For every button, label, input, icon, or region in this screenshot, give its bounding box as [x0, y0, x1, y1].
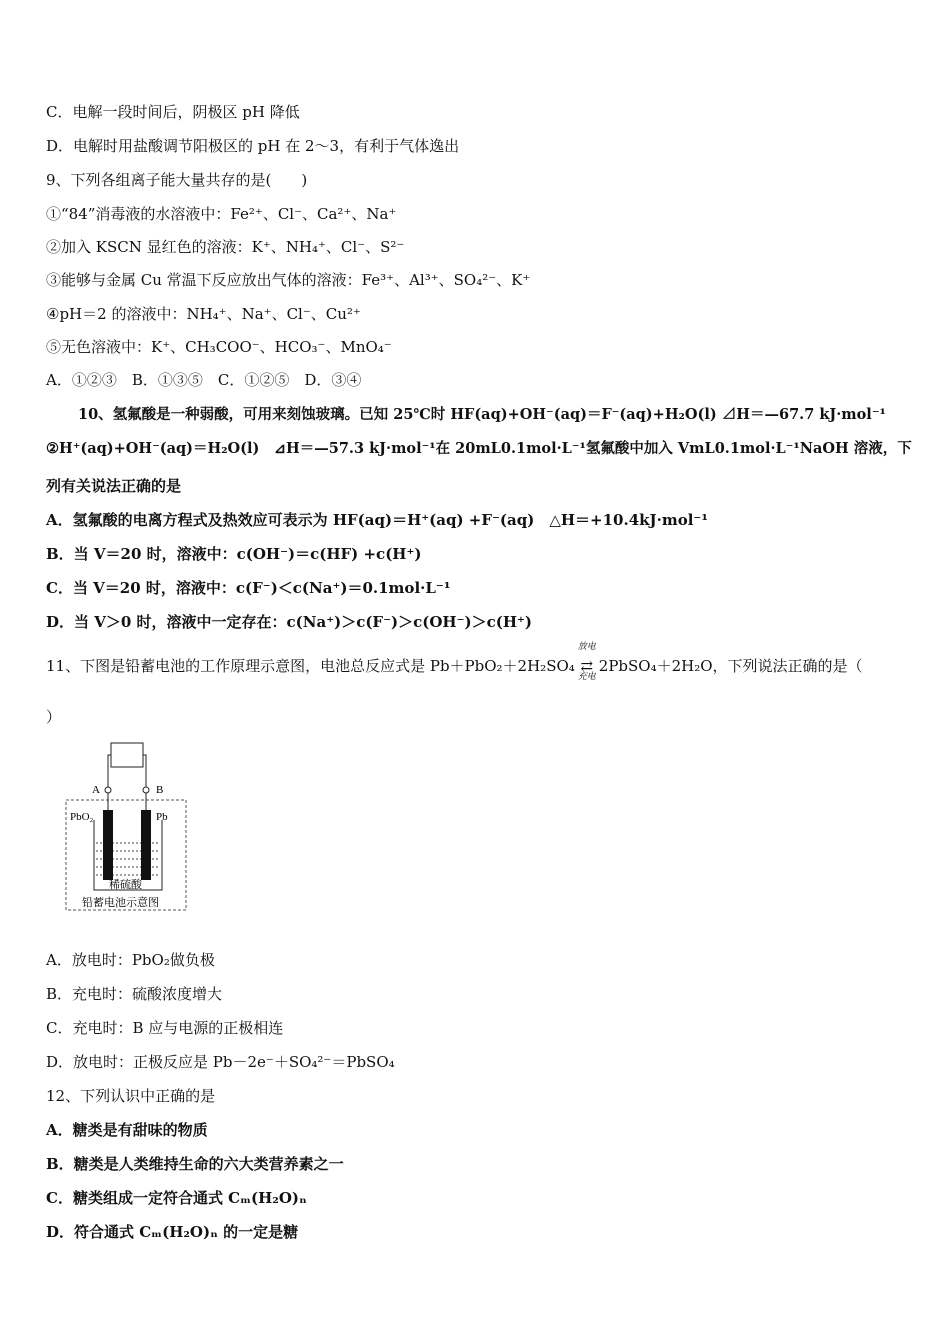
question-11 [46, 642, 863, 682]
q12-option-b: B．糖类是人类维持生命的六大类营养素之一 [46, 1155, 344, 1173]
q11-option-b: B．充电时：硫酸浓度增大 [46, 985, 223, 1003]
q9-options: A．①②③ B．①③⑤ C．①②⑤ D．③④ [46, 371, 362, 389]
electrode-pbo2 [103, 810, 113, 880]
label-a: A [92, 784, 100, 796]
q11-option-a: A．放电时：PbO₂做负极 [46, 951, 215, 969]
question-10-line-3: 列有关说法正确的是 [46, 477, 182, 495]
charge-label: 充电 [577, 672, 596, 682]
diagram-caption: 铅蓄电池示意图 [82, 896, 159, 909]
question-9: 9、下列各组离子能大量共存的是( ) [46, 171, 308, 189]
terminal-b [143, 787, 149, 793]
option-d-electrolysis: D．电解时用盐酸调节阳极区的 pH 在 2～3，有利于气体逸出 [46, 137, 460, 155]
q9-item-2: ②加入 KSCN 显红色的溶液：K⁺、NH₄⁺、Cl⁻、S²⁻ [46, 238, 405, 256]
label-b: B [156, 784, 164, 796]
q9-item-5: ⑤无色溶液中：K⁺、CH₃COO⁻、HCO₃⁻、MnO₄⁻ [46, 338, 392, 356]
lead-acid-battery-diagram [46, 738, 196, 918]
label-pbo2: PbO₂ [70, 811, 94, 823]
question-10-line-1: 10、氢氟酸是一种弱酸，可用来刻蚀玻璃。已知 25℃时 HF(aq)+OH⁻(aq)＝F⁻(aq)+H₂O(l) ⊿H＝—67.7 kJ·mol⁻¹ [78, 406, 886, 423]
q12-option-c: C．糖类组成一定符合通式 Cₘ(H₂O)ₙ [46, 1189, 307, 1207]
question-12: 12、下列认识中正确的是 [46, 1087, 216, 1105]
reversible-arrow [575, 642, 599, 682]
q10-option-b: B．当 V＝20 时，溶液中：c(OH⁻)＝c(HF) +c(H⁺) [46, 545, 422, 563]
q9-item-1: ①“84”消毒液的水溶液中：Fe²⁺、Cl⁻、Ca²⁺、Na⁺ [46, 205, 397, 223]
q9-item-4: ④pH＝2 的溶液中：NH₄⁺、Na⁺、Cl⁻、Cu²⁺ [46, 305, 361, 323]
question-10-line-2: ②H⁺(aq)+OH⁻(aq)＝H₂O(l) ⊿H＝—57.3 kJ·mol⁻¹在 20mL0.1mol·L⁻¹氢氟酸中加入 VmL0.1mol·L⁻¹NaOH 溶液，下 [46, 440, 912, 457]
q11-close-paren: ） [46, 708, 62, 726]
terminal-a [105, 787, 111, 793]
option-c-electrolysis: C．电解一段时间后，阴极区 pH 降低 [46, 103, 300, 121]
label-acid: 稀硫酸 [109, 878, 142, 891]
discharge-label: 放电 [577, 642, 596, 652]
q11-option-d: D．放电时：正极反应是 Pb－2e⁻＋SO₄²⁻＝PbSO₄ [46, 1053, 395, 1071]
q10-option-d: D．当 V＞0 时，溶液中一定存在：c(Na⁺)＞c(F⁻)＞c(OH⁻)＞c(H⁺) [46, 613, 533, 631]
q11-text-pre: 11、下图是铅蓄电池的工作原理示意图，电池总反应式是 Pb＋PbO₂＋2H₂SO₄ [46, 657, 575, 675]
q12-option-a: A．糖类是有甜味的物质 [46, 1121, 208, 1139]
q12-option-d: D．符合通式 Cₘ(H₂O)ₙ 的一定是糖 [46, 1223, 299, 1241]
label-pb: Pb [156, 811, 168, 823]
q10-option-a: A．氢氟酸的电离方程式及热效应可表示为 HF(aq)＝H⁺(aq) +F⁻(aq) △H＝+10.4kJ·mol⁻¹ [46, 511, 708, 529]
external-device [111, 743, 143, 767]
q11-option-c: C．充电时：B 应与电源的正极相连 [46, 1019, 284, 1037]
arrow-glyph: ⇄ [580, 657, 594, 675]
electrode-pb [141, 810, 151, 880]
q10-option-c: C．当 V＝20 时，溶液中：c(F⁻)＜c(Na⁺)＝0.1mol·L⁻¹ [46, 579, 451, 597]
q11-text-post: 2PbSO₄＋2H₂O，下列说法正确的是（ [598, 657, 863, 675]
q9-item-3: ③能够与金属 Cu 常温下反应放出气体的溶液：Fe³⁺、Al³⁺、SO₄²⁻、K⁺ [46, 271, 531, 289]
